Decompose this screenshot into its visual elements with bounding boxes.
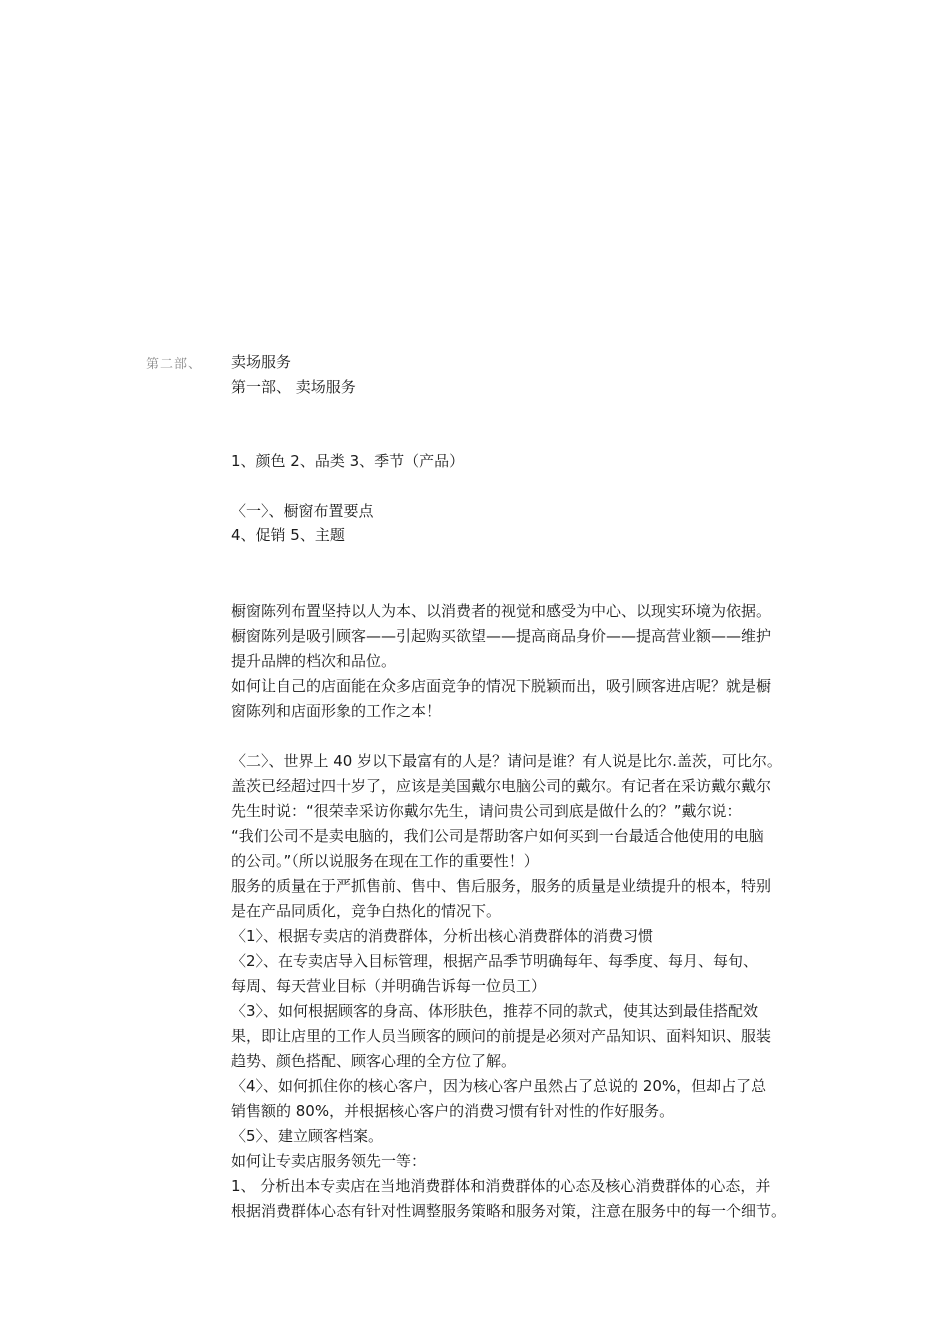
paragraph-line: 如何让自己的店面能在众多店面竞争的情况下脱颖而出，吸引顾客进店呢？就是橱 (231, 677, 772, 695)
paragraph-line: 趋势、颜色搭配、顾客心理的全方位了解。 (231, 1052, 517, 1070)
paragraph-line: 的公司。”（所以说服务在现在工作的重要性！） (231, 852, 539, 870)
paragraph-line: 是在产品同质化，竞争白热化的情况下。 (231, 902, 502, 920)
paragraph-line: 〈5〉、建立顾客档案。 (231, 1127, 384, 1145)
paragraph-line: “我们公司不是卖电脑的，我们公司是帮助客户如何买到一台最适合他使用的电脑 (231, 827, 764, 845)
paragraph-line: 橱窗陈列布置坚持以人为本、以消费者的视觉和感受为中心、以现实环境为依据。 (231, 602, 772, 620)
paragraph-line: 〈一〉、橱窗布置要点 (231, 502, 374, 520)
paragraph-line: 〈二〉、世界上 40 岁以下最富有的人是？请问是谁？有人说是比尔.盖茨，可比尔。 (231, 752, 782, 770)
section-subheading: 第一部、 卖场服务 (231, 378, 356, 396)
paragraph-line: 每周、每天营业目标（并明确告诉每一位员工） (231, 977, 547, 995)
paragraph-line: 服务的质量在于严抓售前、售中、售后服务，服务的质量是业绩提升的根本，特别 (231, 877, 772, 895)
paragraph-line: 4、促销 5、主题 (231, 526, 345, 544)
paragraph-line: 〈3〉、如何根据顾客的身高、体形肤色，推荐不同的款式，使其达到最佳搭配效 (231, 1002, 759, 1020)
paragraph-line: 1、 分析出本专卖店在当地消费群体和消费群体的心态及核心消费群体的心态，并 (231, 1177, 771, 1195)
paragraph-line: 果，即让店里的工作人员当顾客的顾问的前提是必须对产品知识、面料知识、服装 (231, 1027, 772, 1045)
paragraph-line: 窗陈列和店面形象的工作之本！ (231, 702, 442, 720)
paragraph-line: 〈4〉、如何抓住你的核心客户，因为核心客户虽然占了总说的 20%，但却占了总 (231, 1077, 767, 1095)
section-side-label: 第二部、 (146, 357, 203, 372)
paragraph-line: 盖茨已经超过四十岁了，应该是美国戴尔电脑公司的戴尔。有记者在采访戴尔戴尔 (231, 777, 772, 795)
paragraph-line: 1、颜色 2、品类 3、季节（产品） (231, 452, 465, 470)
paragraph-line: 销售额的 80%，并根据核心客户的消费习惯有针对性的作好服务。 (231, 1102, 675, 1120)
paragraph-line: 如何让专卖店服务领先一等： (231, 1152, 427, 1170)
paragraph-line: 先生时说：“很荣幸采访你戴尔先生，请问贵公司到底是做什么的？”戴尔说： (231, 802, 742, 820)
section-heading: 卖场服务 (231, 353, 292, 371)
paragraph-line: 提升品牌的档次和品位。 (231, 652, 397, 670)
paragraph-line: 〈2〉、在专卖店导入目标管理，根据产品季节明确每年、每季度、每月、每旬、 (231, 952, 759, 970)
paragraph-line: 橱窗陈列是吸引顾客——引起购买欲望——提高商品身价——提高营业额——维护 (231, 627, 772, 645)
paragraph-line: 根据消费群体心态有针对性调整服务策略和服务对策，注意在服务中的每一个细节。 (231, 1202, 787, 1220)
paragraph-line: 〈1〉、根据专卖店的消费群体，分析出核心消费群体的消费习惯 (231, 927, 654, 945)
